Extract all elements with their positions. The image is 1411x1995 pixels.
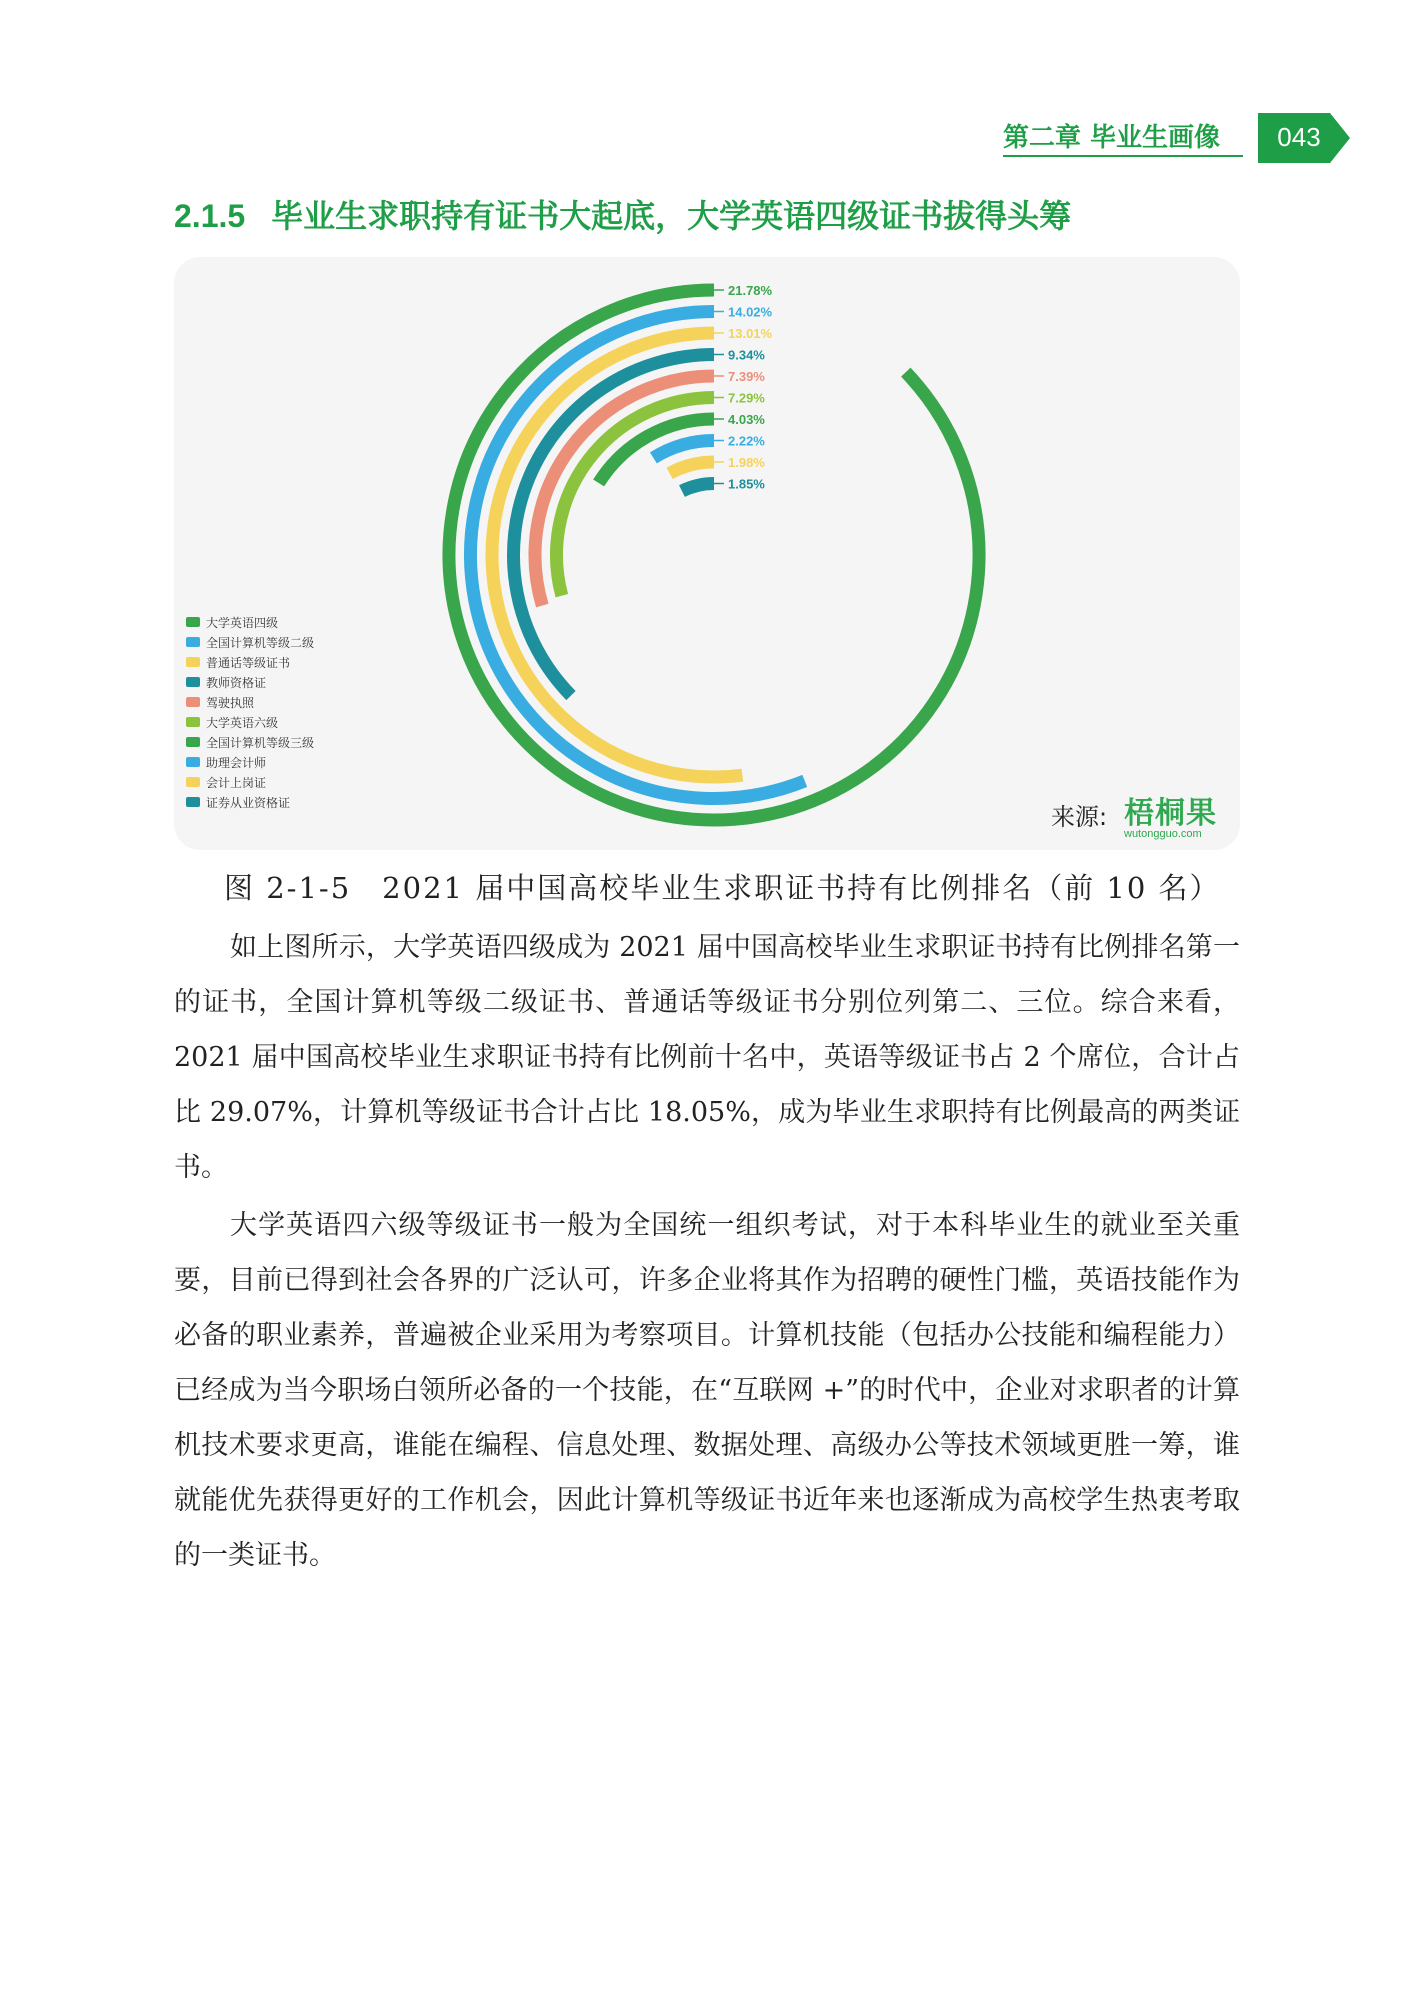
value-label: 2.22% — [728, 433, 765, 449]
legend-swatch — [186, 777, 200, 787]
value-label: 7.39% — [728, 369, 765, 384]
radial-bar-10 — [682, 484, 714, 492]
legend-swatch — [186, 617, 200, 627]
section-number: 2.1.5 — [174, 198, 246, 234]
chart-panel — [174, 257, 1240, 850]
legend-item: 大学英语四级 — [206, 616, 279, 630]
chapter-rule — [1003, 155, 1243, 157]
radial-bar-8 — [653, 441, 714, 458]
page-number-tab — [1258, 113, 1353, 163]
legend-item: 证券从业资格证 — [206, 796, 291, 810]
source-label: 来源: — [1051, 803, 1108, 831]
legend-item: 教师资格证 — [206, 676, 267, 690]
legend-item: 普通话等级证书 — [206, 656, 291, 670]
value-label: 1.85% — [728, 476, 765, 492]
legend-swatch — [186, 697, 200, 707]
legend-item: 全国计算机等级三级 — [206, 736, 315, 750]
radial-bar-2 — [471, 312, 805, 799]
legend-swatch — [186, 797, 200, 807]
value-label: 21.78% — [728, 283, 773, 298]
value-label: 13.01% — [728, 326, 773, 341]
legend-swatch — [186, 717, 200, 727]
value-label: 9.34% — [728, 347, 765, 363]
value-label: 1.98% — [728, 455, 765, 470]
legend-swatch — [186, 677, 200, 687]
legend-item: 大学英语六级 — [206, 716, 279, 730]
value-label: 14.02% — [728, 304, 773, 320]
source-logo-url: wutongguo.com — [1124, 828, 1202, 840]
figure-caption: 图 2-1-5 2021 届中国高校毕业生求职证书持有比例排名（前 10 名） — [224, 871, 1221, 905]
legend-item: 助理会计师 — [206, 756, 267, 770]
source-logo-text: 梧桐果 — [1124, 796, 1217, 831]
legend-item: 会计上岗证 — [206, 776, 267, 790]
value-label: 7.29% — [728, 390, 765, 406]
section-title: 毕业生求职持有证书大起底，大学英语四级证书拔得头筹 — [271, 197, 1072, 235]
section-heading — [174, 191, 1071, 237]
body-paragraph-1: 如上图所示，大学英语四级成为 2021 届中国高校毕业生求职证书持有比例排名第一的证书，全国计算机等级二级证书、普通话等级证书分别位列第二、三位。综合来看，2021 届中国高校毕业生求职证书持有比例前十名中，英语等级证书占 2 个席位，合计占比 29.07%，计算机等级证书合计占比 18.05%，成为毕业生求职持有比例最高的两类证书。 — [174, 932, 1240, 1183]
legend-item: 全国计算机等级二级 — [206, 636, 315, 650]
legend-item: 驾驶执照 — [206, 696, 255, 710]
legend-swatch — [186, 657, 200, 667]
legend-swatch — [186, 737, 200, 747]
legend-swatch — [186, 637, 200, 647]
body-paragraph-2: 大学英语四六级等级证书一般为全国统一组织考试，对于本科毕业生的就业至关重要，目前已得到社会各界的广泛认可，许多企业将其作为招聘的硬性门槛，英语技能作为必备的职业素养，普遍被企业采用为考察项目。计算机技能（包括办公技能和编程能力）已经成为当今职场白领所必备的一个技能，在“互联网 +”的时代中，企业对求职者的计算机技术要求更高，谁能在编程、信息处理、数据处理、高级办公等技术领域更胜一筹，谁就能优先获得更好的工作机会，因此计算机等级证书近年来也逐渐成为高校学生热衷考取的一类证书。 — [174, 1210, 1240, 1571]
radial-bar-chart — [174, 257, 1240, 850]
page-number: 043 — [1277, 122, 1321, 152]
chapter-title: 第二章 毕业生画像 — [1003, 123, 1221, 153]
source-logo — [1124, 788, 1217, 840]
radial-bar-9 — [670, 462, 714, 473]
value-label: 4.03% — [728, 412, 765, 427]
legend-swatch — [186, 757, 200, 767]
